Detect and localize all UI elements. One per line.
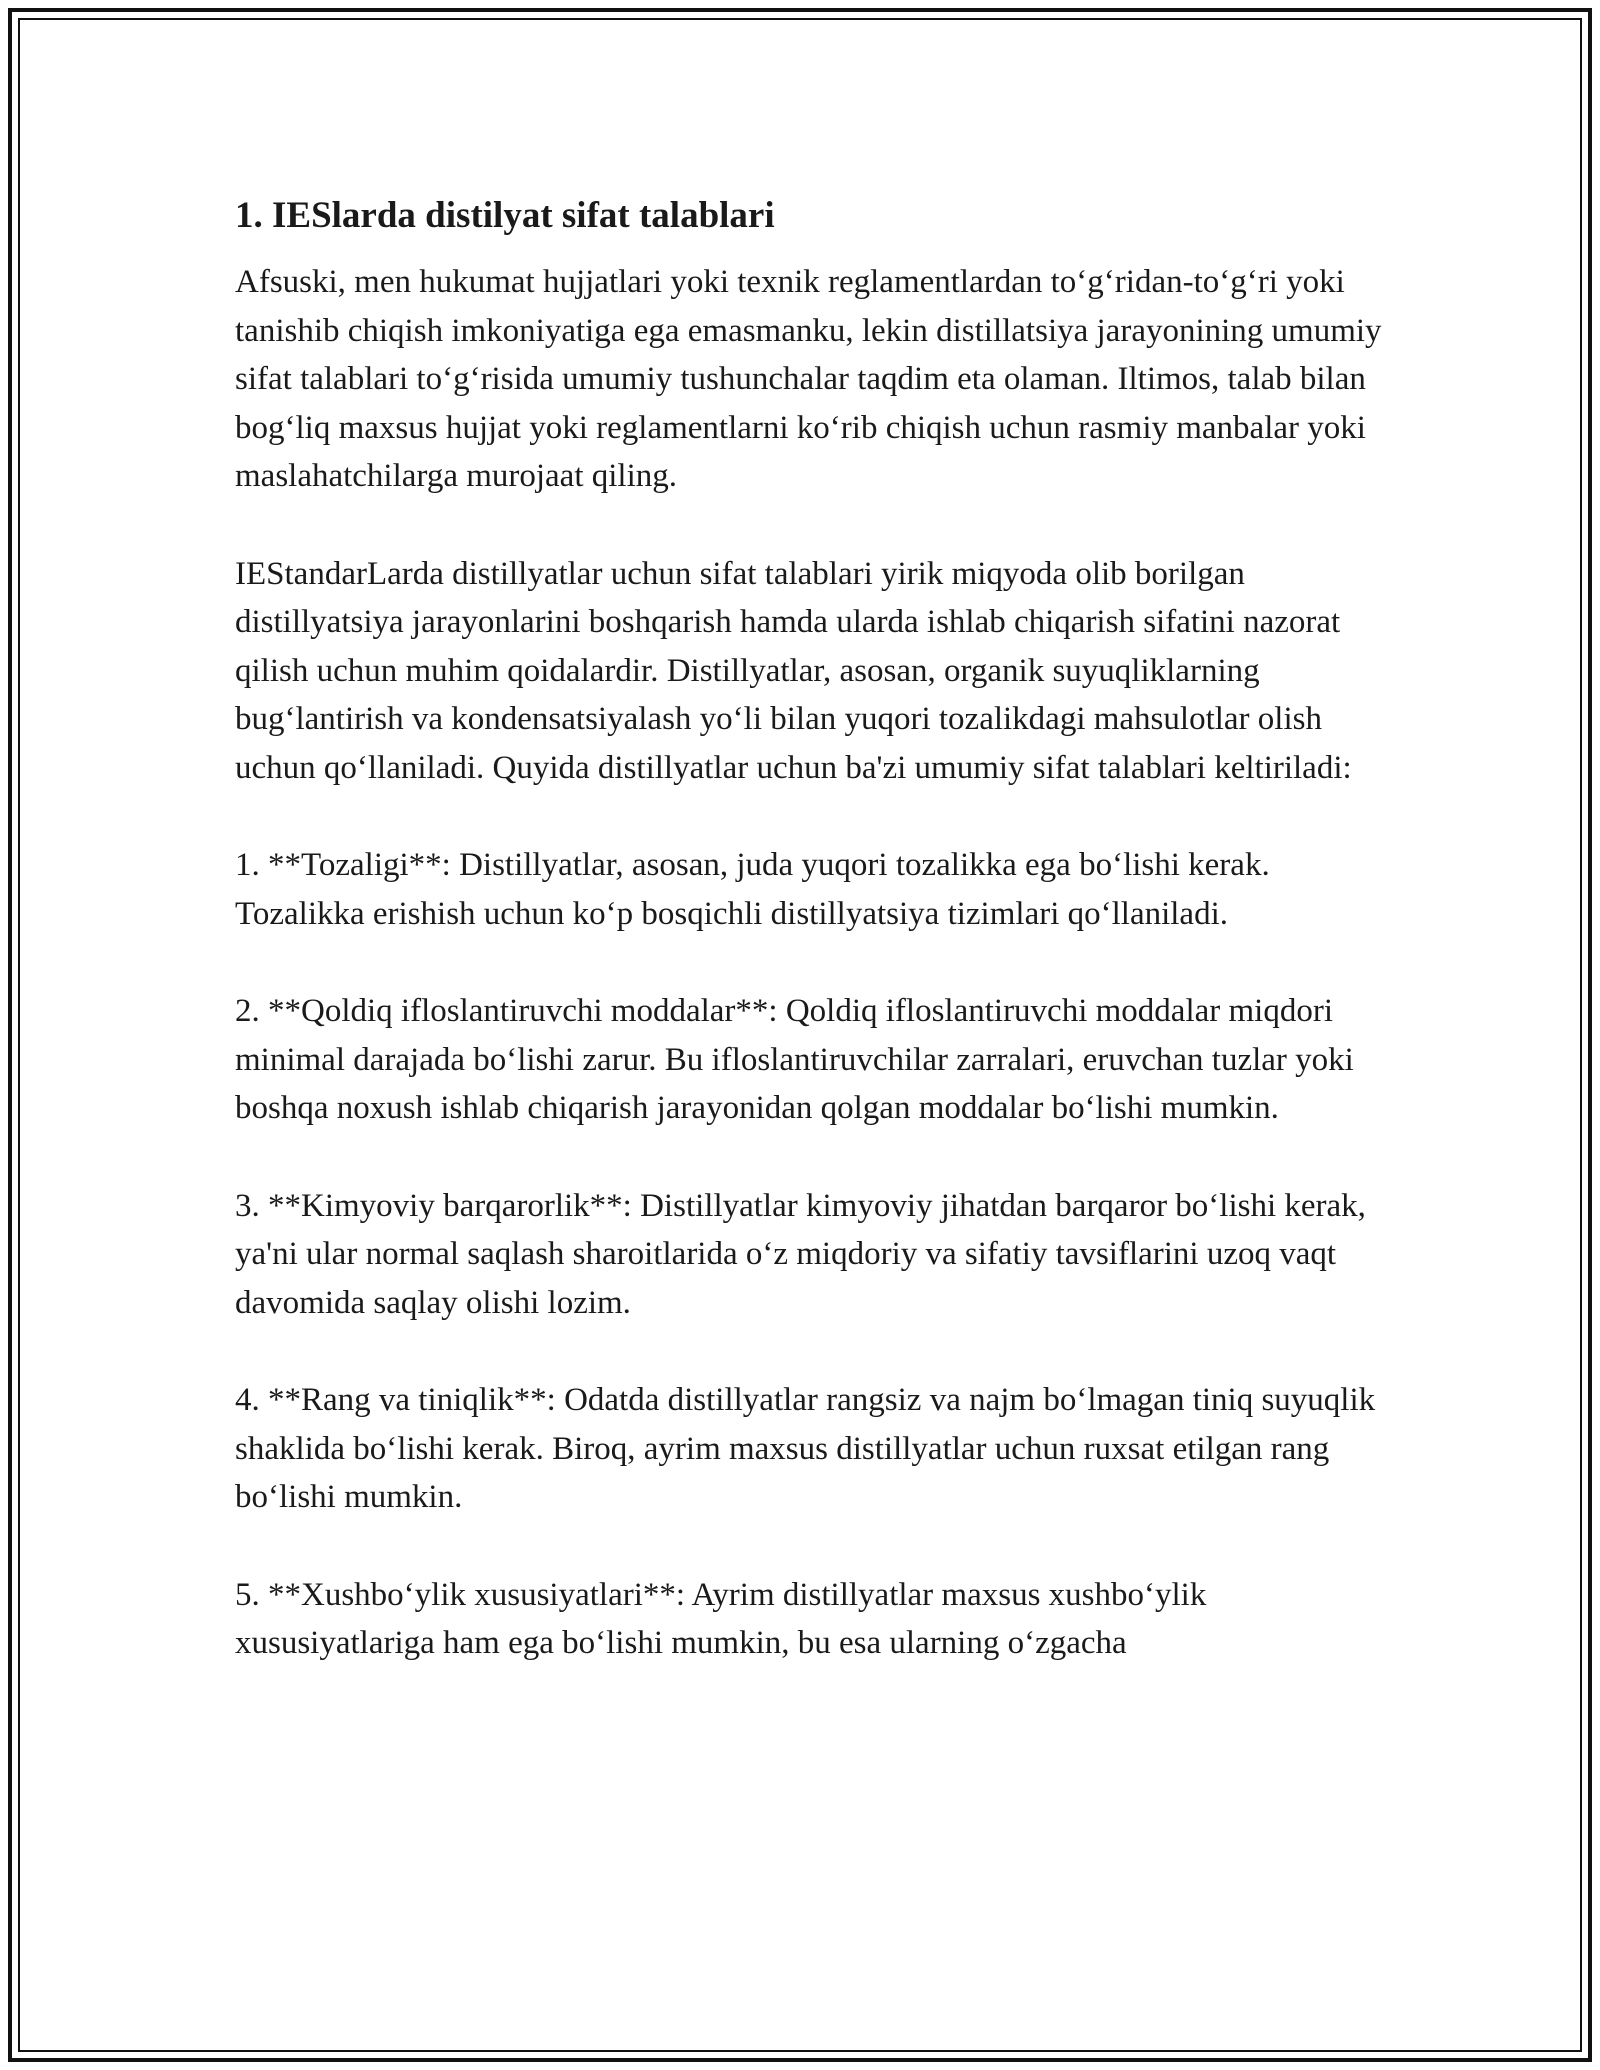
list-item-aroma: 5. **Xushbo‘ylik xususiyatlari**: Ayrim distillyatlar maxsus xushbo‘ylik xususiyatlariga ham ega bo‘lishi mumkin, bu esa ularning o‘zgacha [235,1576,1207,1661]
list-item-chemical-stability: 3. **Kimyoviy barqarorlik**: Distillyatlar kimyoviy jihatdan barqaror bo‘lishi kerak, ya'ni ular normal saqlash sharoitlarida o‘z miqdoriy va sifatiy tavsiflarini uzoq vaqt davomida saqlay olishi lozim. [235,1187,1366,1321]
document-body [235,188,1385,1668]
list-item-contaminants: 2. **Qoldiq ifloslantiruvchi moddalar**: Qoldiq ifloslantiruvchi moddalar miqdori minimal darajada bo‘lishi zarur. Bu ifloslantiruvchilar zarralari, eruvchan tuzlar yoki boshqa noxush ishlab chiqarish jarayonidan qolgan moddalar bo‘lishi mumkin. [235,993,1354,1126]
paragraph-overview: IEStandarLarda distillyatlar uchun sifat talablari yirik miqyoda olib borilgan distillyatsiya jarayonlarini boshqarish hamda ularda ishlab chiqarish sifatini nazorat qilish uchun muhim qoidalardir. Distillyatlar, asosan, organik suyuqliklarning bug‘lantirish va kondensatsiyalash yo‘li bilan yuqori tozalikdagi mahsulotlar olish uchun qo‘llaniladi. Quyida distillyatlar uchun ba'zi umumiy sifat talablari keltiriladi: [235,555,1352,786]
document-title: 1. IESlarda distilyat sifat talablari [235,195,775,236]
list-item-purity: 1. **Tozaligi**: Distillyatlar, asosan, juda yuqori tozalikka ega bo‘lishi kerak. Tozalikka erishish uchun ko‘p bosqichli distillyatsiya tizimlari qo‘llaniladi. [235,847,1270,932]
list-item-color-clarity: 4. **Rang va tiniqlik**: Odatda distillyatlar rangsiz va najm bo‘lmagan tiniq suyuqlik shaklida bo‘lishi kerak. Biroq, ayrim maxsus distillyatlar uchun ruxsat etilgan rang bo‘lishi mumkin. [235,1382,1376,1515]
paragraph-intro: Afsuski, men hukumat hujjatlari yoki texnik reglamentlardan to‘g‘ridan-to‘g‘ri yoki tanishib chiqish imkoniyatiga ega emasmanku, lekin distillatsiya jarayonining umumiy sifat talablari to‘g‘risida umumiy tushunchalar taqdim eta olaman. Iltimos, talab bilan bog‘liq maxsus hujjat yoki reglamentlarni ko‘rib chiqish uchun rasmiy manbalar yoki maslahatchilarga murojaat qiling. [235,264,1382,494]
